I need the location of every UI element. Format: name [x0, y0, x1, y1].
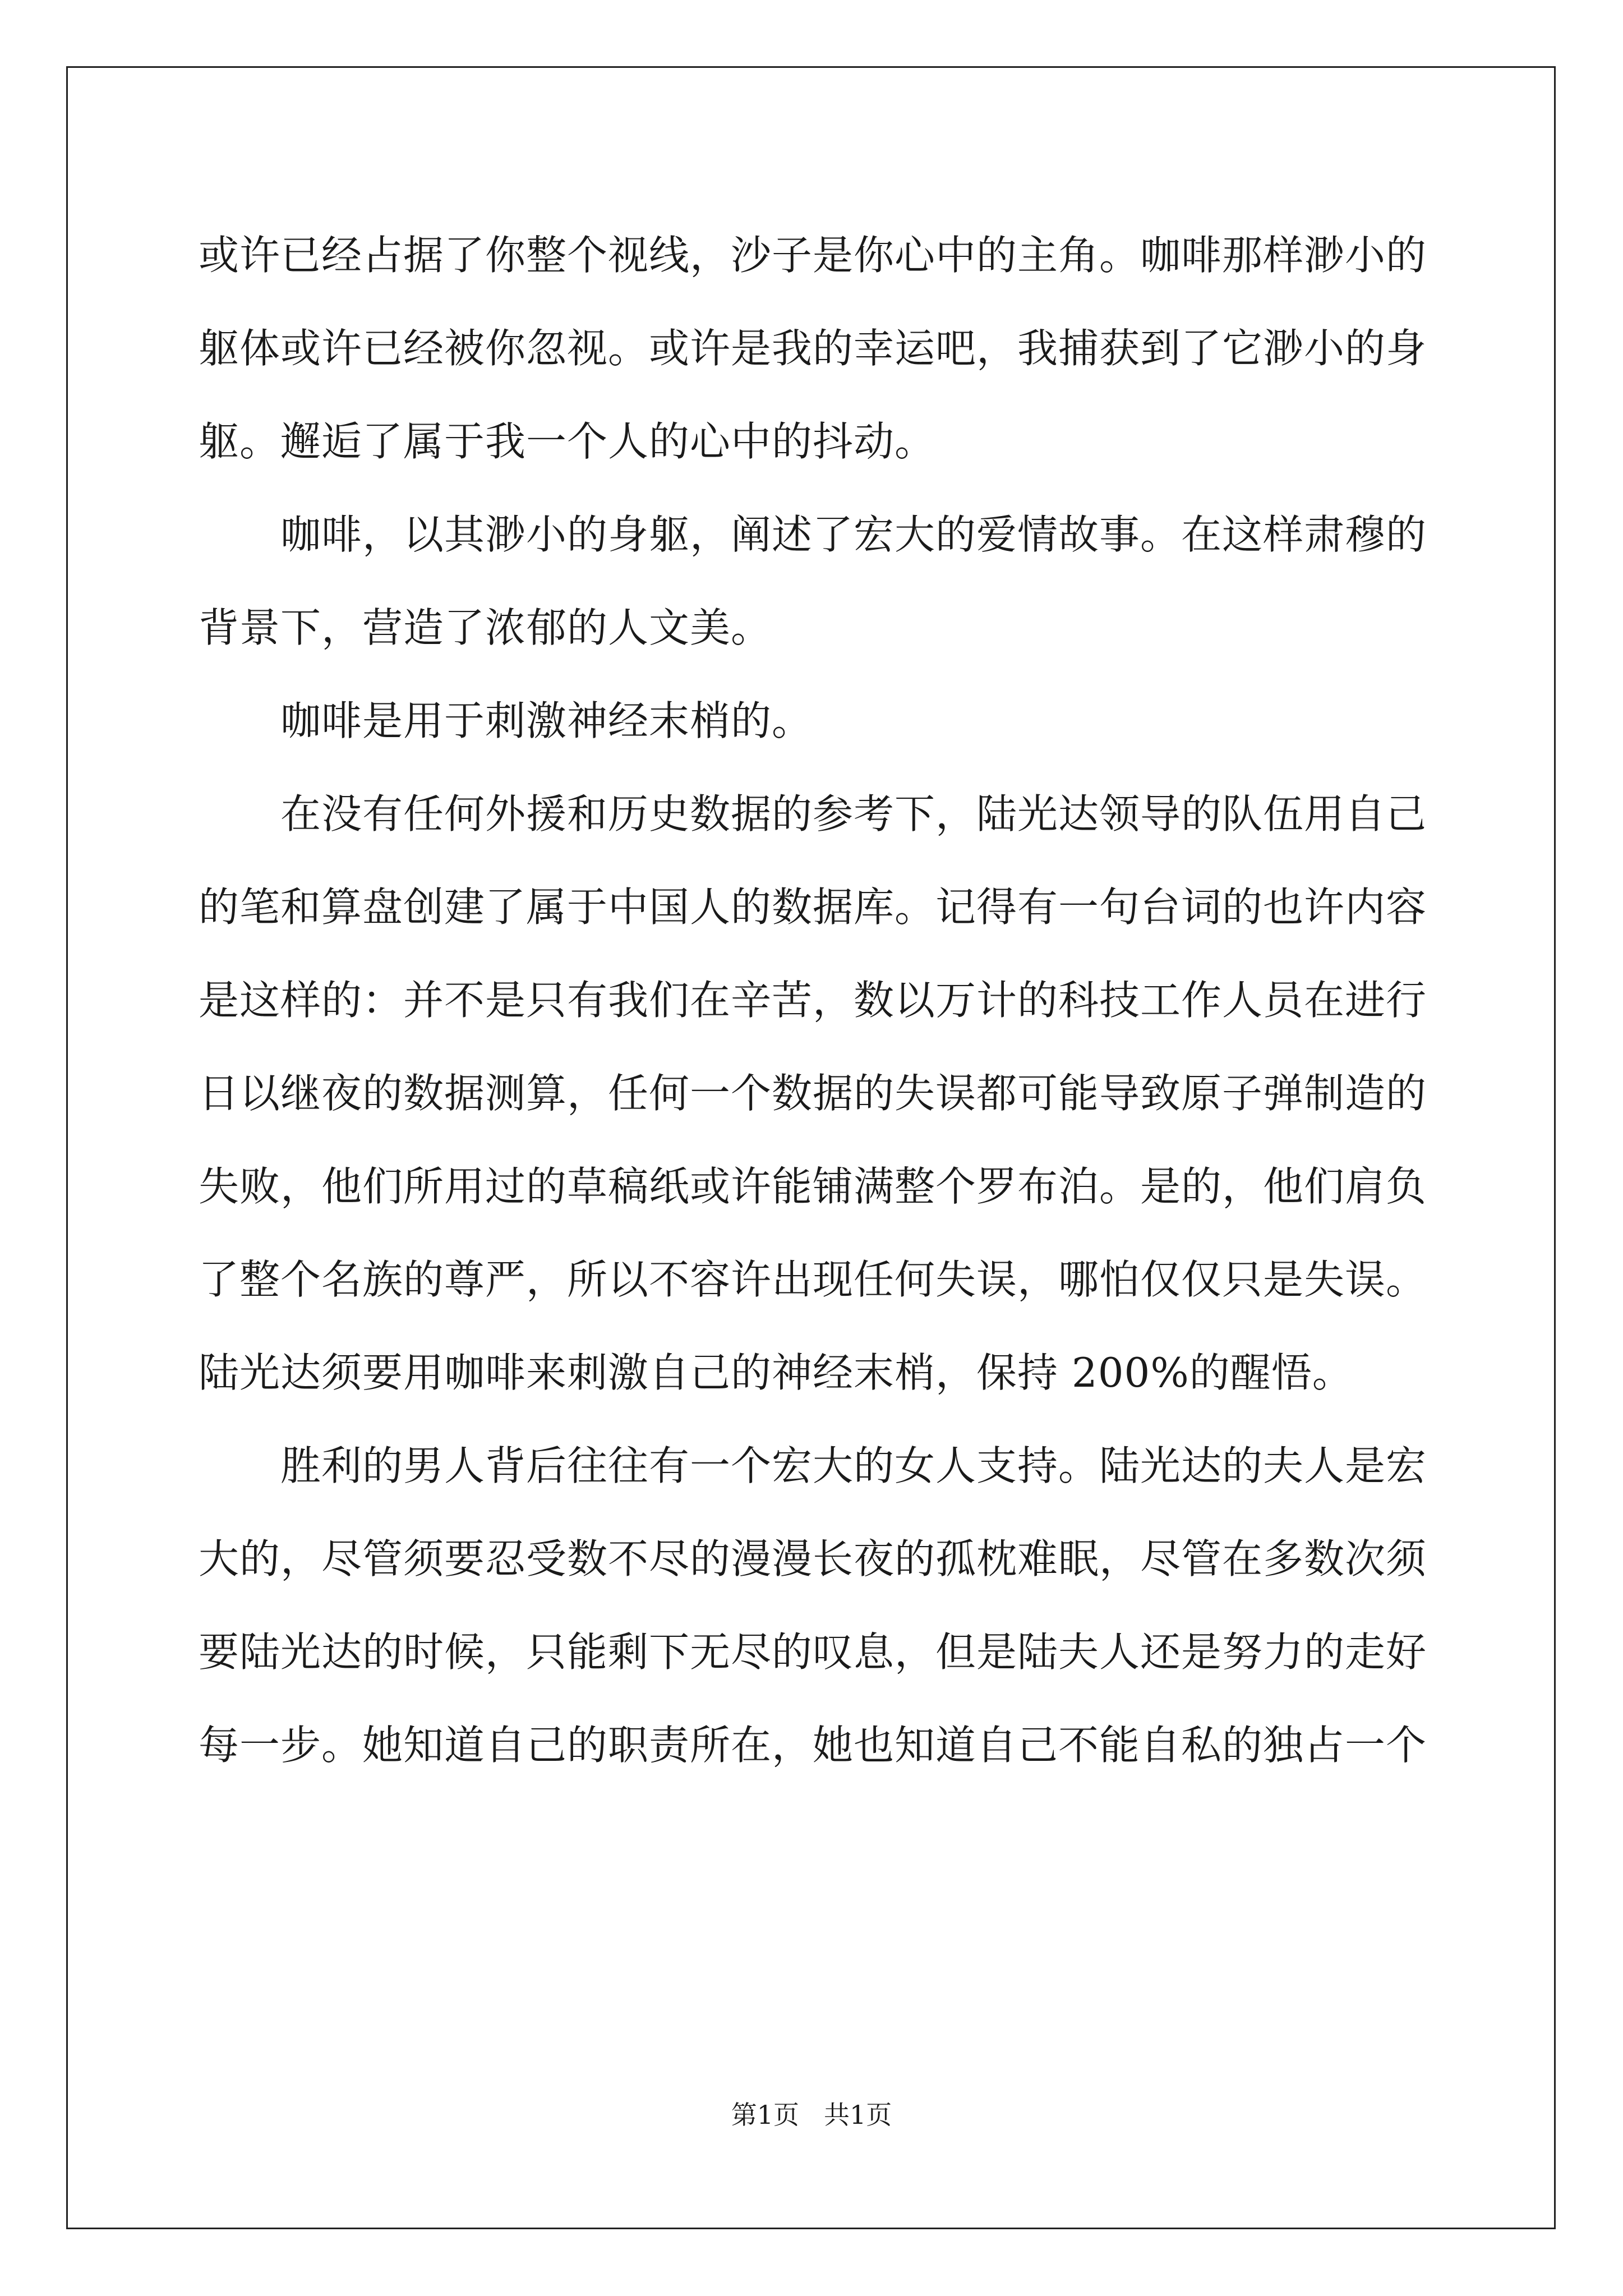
text-line: 了整个名族的尊严，所以不容许出现任何失误，哪怕仅仅只是失误。 — [199, 1256, 1427, 1303]
page-total: 共1页 — [824, 2100, 892, 2130]
text-line: 失败，他们所用过的草稿纸或许能铺满整个罗布泊。是的，他们肩负 — [199, 1163, 1427, 1210]
text-line: 躯。邂逅了属于我一个人的心中的抖动。 — [199, 418, 936, 465]
text-line: 日以继夜的数据测算，任何一个数据的失误都可能导致原子弹制造的 — [199, 1070, 1427, 1117]
page-footer — [0, 2095, 1623, 2132]
document-body — [199, 209, 1428, 1792]
page-number: 第1页 — [731, 2100, 799, 2130]
text-line: 每一步。她知道自己的职责所在，她也知道自己不能自私的独占一个 — [199, 1722, 1427, 1769]
text-line: 陆光达须要用咖啡来刺激自己的神经末梢，保持 200%的醒悟。 — [199, 1349, 1353, 1396]
text-line: 要陆光达的时候，只能剩下无尽的叹息，但是陆夫人还是努力的走好 — [199, 1628, 1427, 1676]
text-line: 是这样的：并不是只有我们在辛苦，数以万计的科技工作人员在进行 — [199, 977, 1427, 1024]
paragraph-first-line: 咖啡是用于刺激神经末梢的。 — [280, 697, 813, 744]
text-line: 的笔和算盘创建了属于中国人的数据库。记得有一句台词的也许内容 — [199, 884, 1427, 931]
text-line: 大的，尽管须要忍受数不尽的漫漫长夜的孤枕难眠，尽管在多数次须 — [199, 1535, 1427, 1582]
text-line: 背景下，营造了浓郁的人文美。 — [199, 604, 772, 651]
paragraph-first-line: 咖啡，以其渺小的身躯，阐述了宏大的爱情故事。在这样肃穆的 — [280, 511, 1427, 558]
paragraph-first-line: 胜利的男人背后往往有一个宏大的女人支持。陆光达的夫人是宏 — [280, 1442, 1427, 1489]
paragraph-first-line: 在没有任何外援和历史数据的参考下，陆光达领导的队伍用自己 — [280, 790, 1427, 838]
text-line: 躯体或许已经被你忽视。或许是我的幸运吧，我捕获到了它渺小的身 — [199, 325, 1427, 372]
text-line: 或许已经占据了你整个视线，沙子是你心中的主角。咖啡那样渺小的 — [199, 232, 1427, 279]
